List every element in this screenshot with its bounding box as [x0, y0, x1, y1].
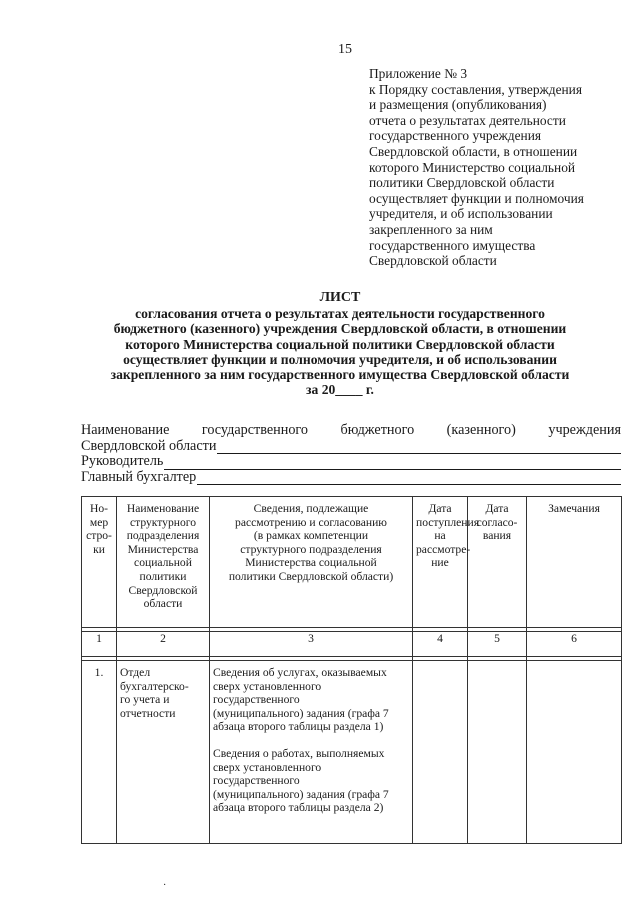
appendix-line: к Порядку составления, утверждения [369, 81, 583, 97]
appendix-line: и размещения (опубликования) [369, 97, 547, 113]
institution-word: учреждения [548, 422, 621, 438]
column-number-row [82, 632, 622, 657]
title-line: осуществляет функции и полномочия учредителя, и об использовании [123, 351, 557, 367]
column-number: 1 [82, 632, 117, 657]
remarks-cell[interactable] [527, 661, 622, 844]
appendix-line: осуществляет функции и полномочия [369, 190, 584, 206]
institution-field[interactable] [81, 439, 621, 455]
title-line: закрепленного за ним государственного имущества Свердловской области [110, 367, 570, 383]
column-number: 5 [468, 632, 527, 657]
table-row [82, 661, 622, 844]
appendix-line: которого Министерство социальной [369, 159, 576, 175]
column-number: 4 [413, 632, 468, 657]
appendix-line: учредителя, и об использовании [369, 206, 553, 222]
institution-word: государственного [201, 422, 308, 438]
appendix-line: Свердловской области [369, 253, 497, 269]
table-header-row [82, 497, 622, 628]
form-fields [81, 423, 621, 485]
title-line: бюджетного (казенного) учреждения Свердловской области, в отношении [113, 321, 567, 337]
title-line: которого Министерства социальной политики Свердловской области [125, 336, 555, 352]
header-cell-information: Сведения, подлежащие рассмотрению и согласованию (в рамках компетенции структурного подразделения Министерства социальной политики Свердловской области) [210, 497, 413, 628]
head-field[interactable] [81, 454, 621, 470]
column-number: 2 [117, 632, 210, 657]
institution-label-line [81, 423, 621, 439]
appendix-line: государственного учреждения [369, 128, 542, 144]
appendix-line: закрепленного за ним [369, 221, 493, 237]
head-label: Руководитель [81, 453, 164, 469]
row-number-cell: 1. [82, 661, 117, 844]
institution-word: Наименование [81, 422, 170, 438]
document-title [60, 290, 620, 397]
accountant-blank-line[interactable] [197, 472, 621, 485]
column-number: 3 [210, 632, 413, 657]
appendix-note [369, 66, 619, 269]
date-approved-cell[interactable] [468, 661, 527, 844]
appendix-line: политики Свердловской области [369, 175, 555, 191]
appendix-line: государственного имущества [369, 237, 536, 253]
header-cell-remarks: Замечания [527, 497, 622, 628]
head-blank-line[interactable] [164, 457, 621, 470]
institution-blank-line[interactable] [217, 441, 621, 454]
header-cell-department: Наименование структурного подразделения Министерства социальной политики Свердловской области [117, 497, 210, 628]
accountant-label: Главный бухгалтер [81, 468, 197, 485]
institution-label-end: Свердловской области [81, 437, 217, 454]
page-number: 15 [338, 42, 352, 57]
appendix-line: Свердловской области, в отношении [369, 143, 578, 159]
header-cell-row-number: Но- мер стро- ки [82, 497, 117, 628]
scan-speck: · [163, 880, 167, 891]
header-cell-date-received: Дата поступления на рассмотре- ние [413, 497, 468, 628]
accountant-field[interactable] [81, 470, 621, 486]
column-number: 6 [527, 632, 622, 657]
information-cell: Сведения об услугах, оказываемых сверх установленного государственного (муниципального) задания (графа 7 абзаца второго таблицы раздела 1) Сведения о работах, выполняемых сверх установленного государственного (муниципального) задания (графа 7 абзаца второго таблицы раздела 2) [210, 661, 413, 844]
institution-word: бюджетного [340, 422, 415, 438]
approval-table [81, 496, 622, 844]
title-line: за 20____ г. [306, 382, 374, 398]
title-line: согласования отчета о результатах деятельности государственного [135, 306, 545, 322]
title-heading: ЛИСТ [319, 290, 361, 305]
department-cell: Отдел бухгалтерско- го учета и отчетности [117, 661, 210, 844]
header-cell-date-approved: Дата согласо- вания [468, 497, 527, 628]
institution-word: (казенного) [446, 422, 516, 438]
appendix-line: отчета о результатах деятельности [369, 112, 566, 128]
appendix-line: Приложение № 3 [369, 66, 468, 81]
date-received-cell[interactable] [413, 661, 468, 844]
